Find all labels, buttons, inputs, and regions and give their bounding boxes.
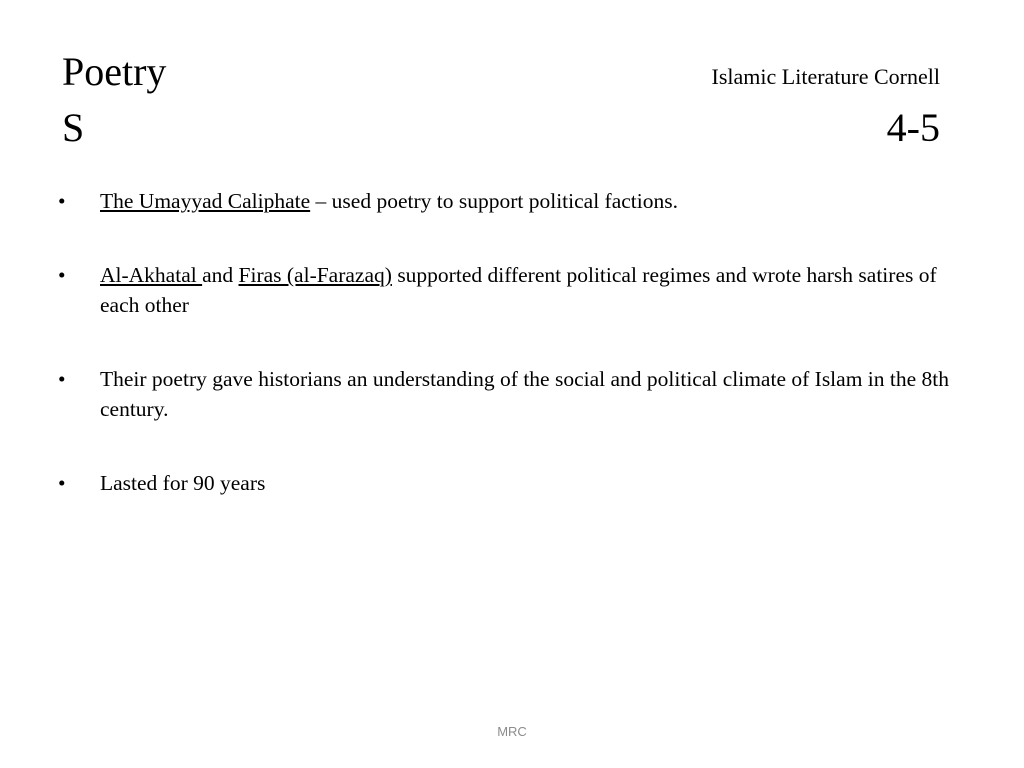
bullet-text: Their poetry gave historians an understanding of the social and political climate of Islam in the 8th century. bbox=[100, 367, 950, 421]
bullet-text: Lasted for 90 years bbox=[100, 471, 266, 495]
bullet-text: – used poetry to support political factions. bbox=[310, 189, 678, 213]
bullet-item bbox=[58, 364, 958, 424]
slide-title-line2: S bbox=[62, 105, 85, 150]
firas-link[interactable]: Firas (al-Farazaq) bbox=[238, 263, 392, 287]
bullet-text: and bbox=[202, 263, 239, 287]
bullet-symbol: • bbox=[58, 367, 66, 391]
bullet-item bbox=[58, 186, 958, 216]
bullet-text: supported different political regimes and wrote harsh satires of each other bbox=[100, 263, 937, 317]
bullet-item bbox=[58, 260, 958, 320]
umayyad-caliphate-link[interactable]: The Umayyad Caliphate bbox=[100, 189, 311, 213]
bullet-symbol: • bbox=[58, 263, 66, 287]
slide-range: 4-5 bbox=[886, 105, 940, 150]
bullet-item bbox=[58, 468, 958, 498]
course-name: Islamic Literature Cornell bbox=[711, 64, 940, 89]
bullet-list bbox=[58, 186, 958, 542]
bullet-symbol: • bbox=[58, 471, 66, 495]
bullet-symbol: • bbox=[58, 189, 66, 213]
al-akhatal-link[interactable]: Al-Akhatal bbox=[100, 263, 203, 287]
footer-label: MRC bbox=[497, 724, 527, 739]
slide-title-line1: Poetry bbox=[62, 49, 167, 94]
